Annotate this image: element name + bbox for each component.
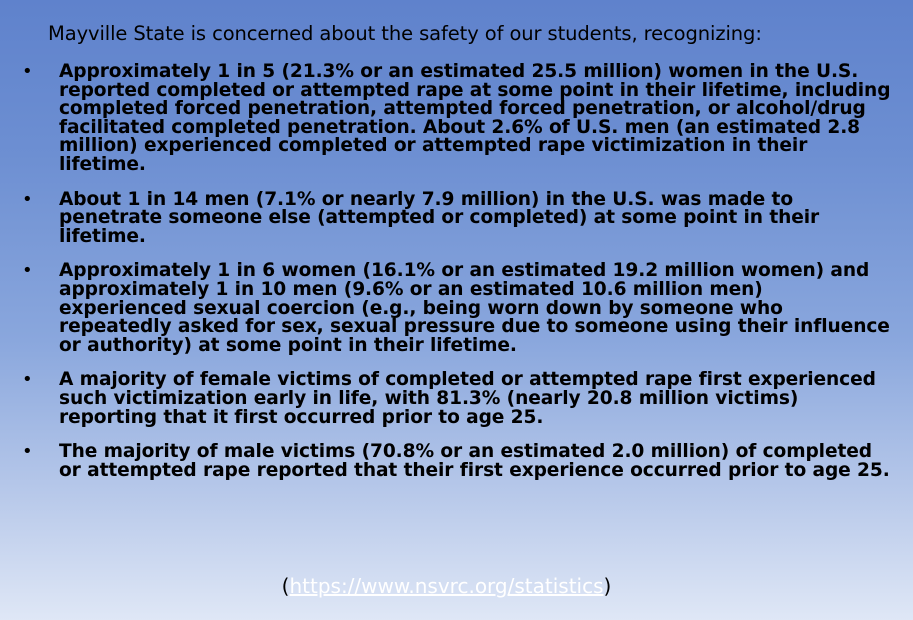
list-item: [0, 443, 913, 480]
source-citation: [0, 574, 893, 598]
list-item-text: Approximately 1 in 6 women (16.1% or an estimated 19.2 million women) and approximately 1 in 10 men (9.6% or an estimated 10.6 million men) experienced sexual coercion (e.g., being worn down by someone who repeatedly asked for sex, sexual pressure due to someone using their influence or authority) at some point in their lifetime.: [59, 260, 890, 356]
list-item-text: Approximately 1 in 5 (21.3% or an estimated 25.5 million) women in the U.S. reported completed or attempted rape at some point in their lifetime, including completed forced penetration, attempted forced penetration, or alcohol/drug facilitated completed penetration. About 2.6% of U.S. men (an estimated 2.8 million) experienced completed or attempted rape victimization in their lifetime.: [59, 61, 891, 175]
list-item-text: A majority of female victims of completed or attempted rape first experienced such victimization early in life, with 81.3% (nearly 20.8 million victims) reporting that it first occurred prior to age 25.: [59, 369, 876, 428]
bullet-dot: •: [22, 369, 33, 391]
bullet-dot: •: [22, 441, 33, 463]
bullet-dot: •: [22, 61, 33, 82]
source-close-paren: ): [603, 574, 612, 598]
list-item: [0, 262, 913, 355]
list-item-text: The majority of male victims (70.8% or an estimated 2.0 million) of completed or attempted rape reported that their first experience occurred prior to age 25.: [59, 441, 890, 481]
bullet-dot: •: [22, 188, 33, 210]
bullet-dot: •: [22, 260, 33, 282]
source-link[interactable]: https://www.nsvrc.org/statistics: [289, 574, 604, 598]
list-item: [0, 63, 913, 175]
statistics-list: [0, 60, 913, 480]
source-open-paren: (: [281, 574, 290, 598]
list-item: [0, 371, 913, 427]
intro-text: Mayville State is concerned about the safety of our students, recognizing:: [48, 22, 762, 45]
list-item: [0, 188, 913, 247]
list-item-text: About 1 in 14 men (7.1% or nearly 7.9 million) in the U.S. was made to penetrate someone else (attempted or completed) at some point in their lifetime.: [59, 188, 820, 247]
